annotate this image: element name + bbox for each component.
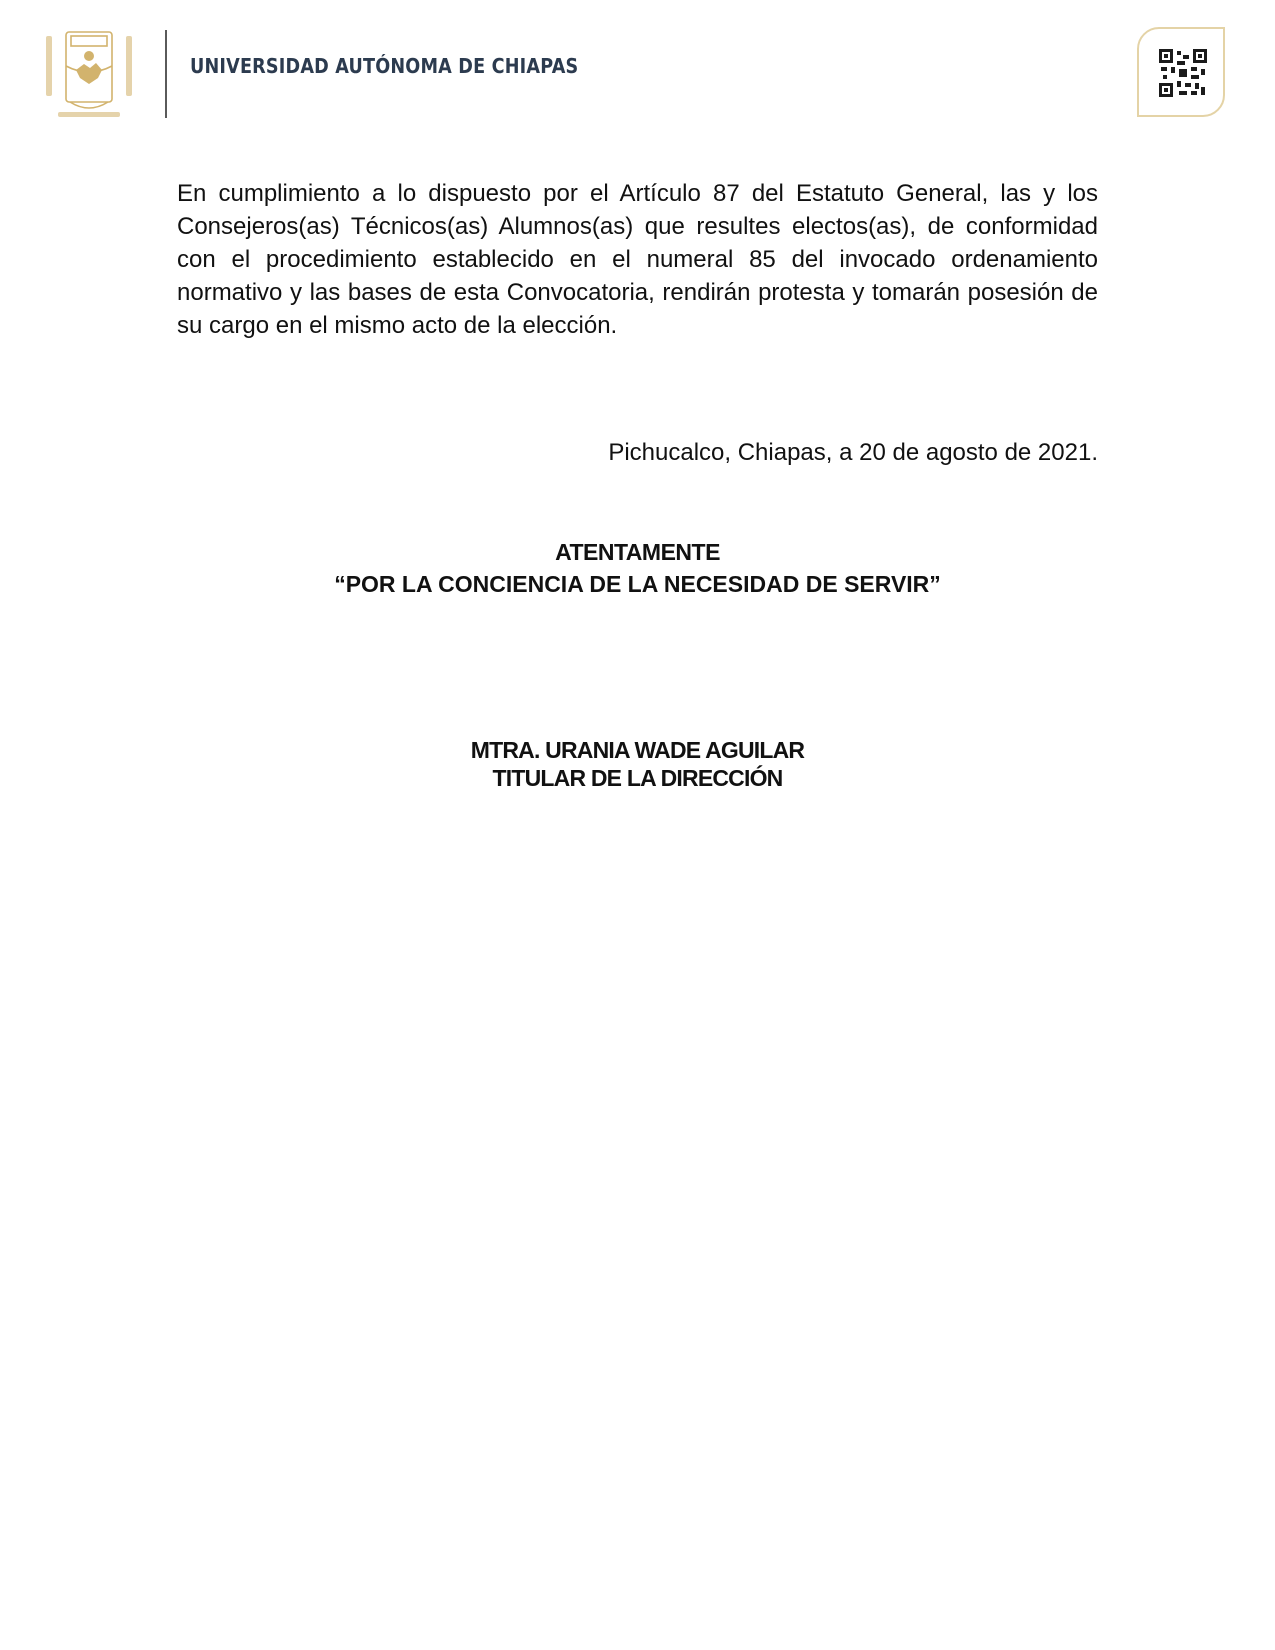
place-date: Pichucalco, Chiapas, a 20 de agosto de 2021. bbox=[608, 439, 1098, 466]
document-header bbox=[0, 0, 1275, 130]
closing-salutation: ATENTAMENTE bbox=[555, 539, 720, 565]
signer-title: TITULAR DE LA DIRECCIÓN bbox=[492, 765, 783, 791]
university-name: UNIVERSIDAD AUTÓNOMA DE CHIAPAS bbox=[190, 54, 579, 78]
body-paragraph: En cumplimiento a lo dispuesto por el Artículo 87 del Estatuto General, las y los Consejeros(as) Técnicos(as) Alumnos(as) que resultes electos(as), de conformidad con el procedimiento establecido en el numeral 85 del invocado ordenamiento normativo y las bases de esta Convocatoria, rendirán protesta y tomarán posesión de su cargo en el mismo acto de la elección. bbox=[177, 180, 1098, 339]
qr-frame bbox=[1137, 27, 1225, 117]
closing-motto: “POR LA CONCIENCIA DE LA NECESIDAD DE SERVIR” bbox=[334, 571, 941, 597]
qr-code-icon bbox=[1159, 49, 1207, 97]
signer-name: MTRA. URANIA WADE AGUILAR bbox=[470, 737, 805, 763]
university-seal-icon bbox=[40, 26, 138, 122]
header-divider bbox=[165, 30, 167, 118]
